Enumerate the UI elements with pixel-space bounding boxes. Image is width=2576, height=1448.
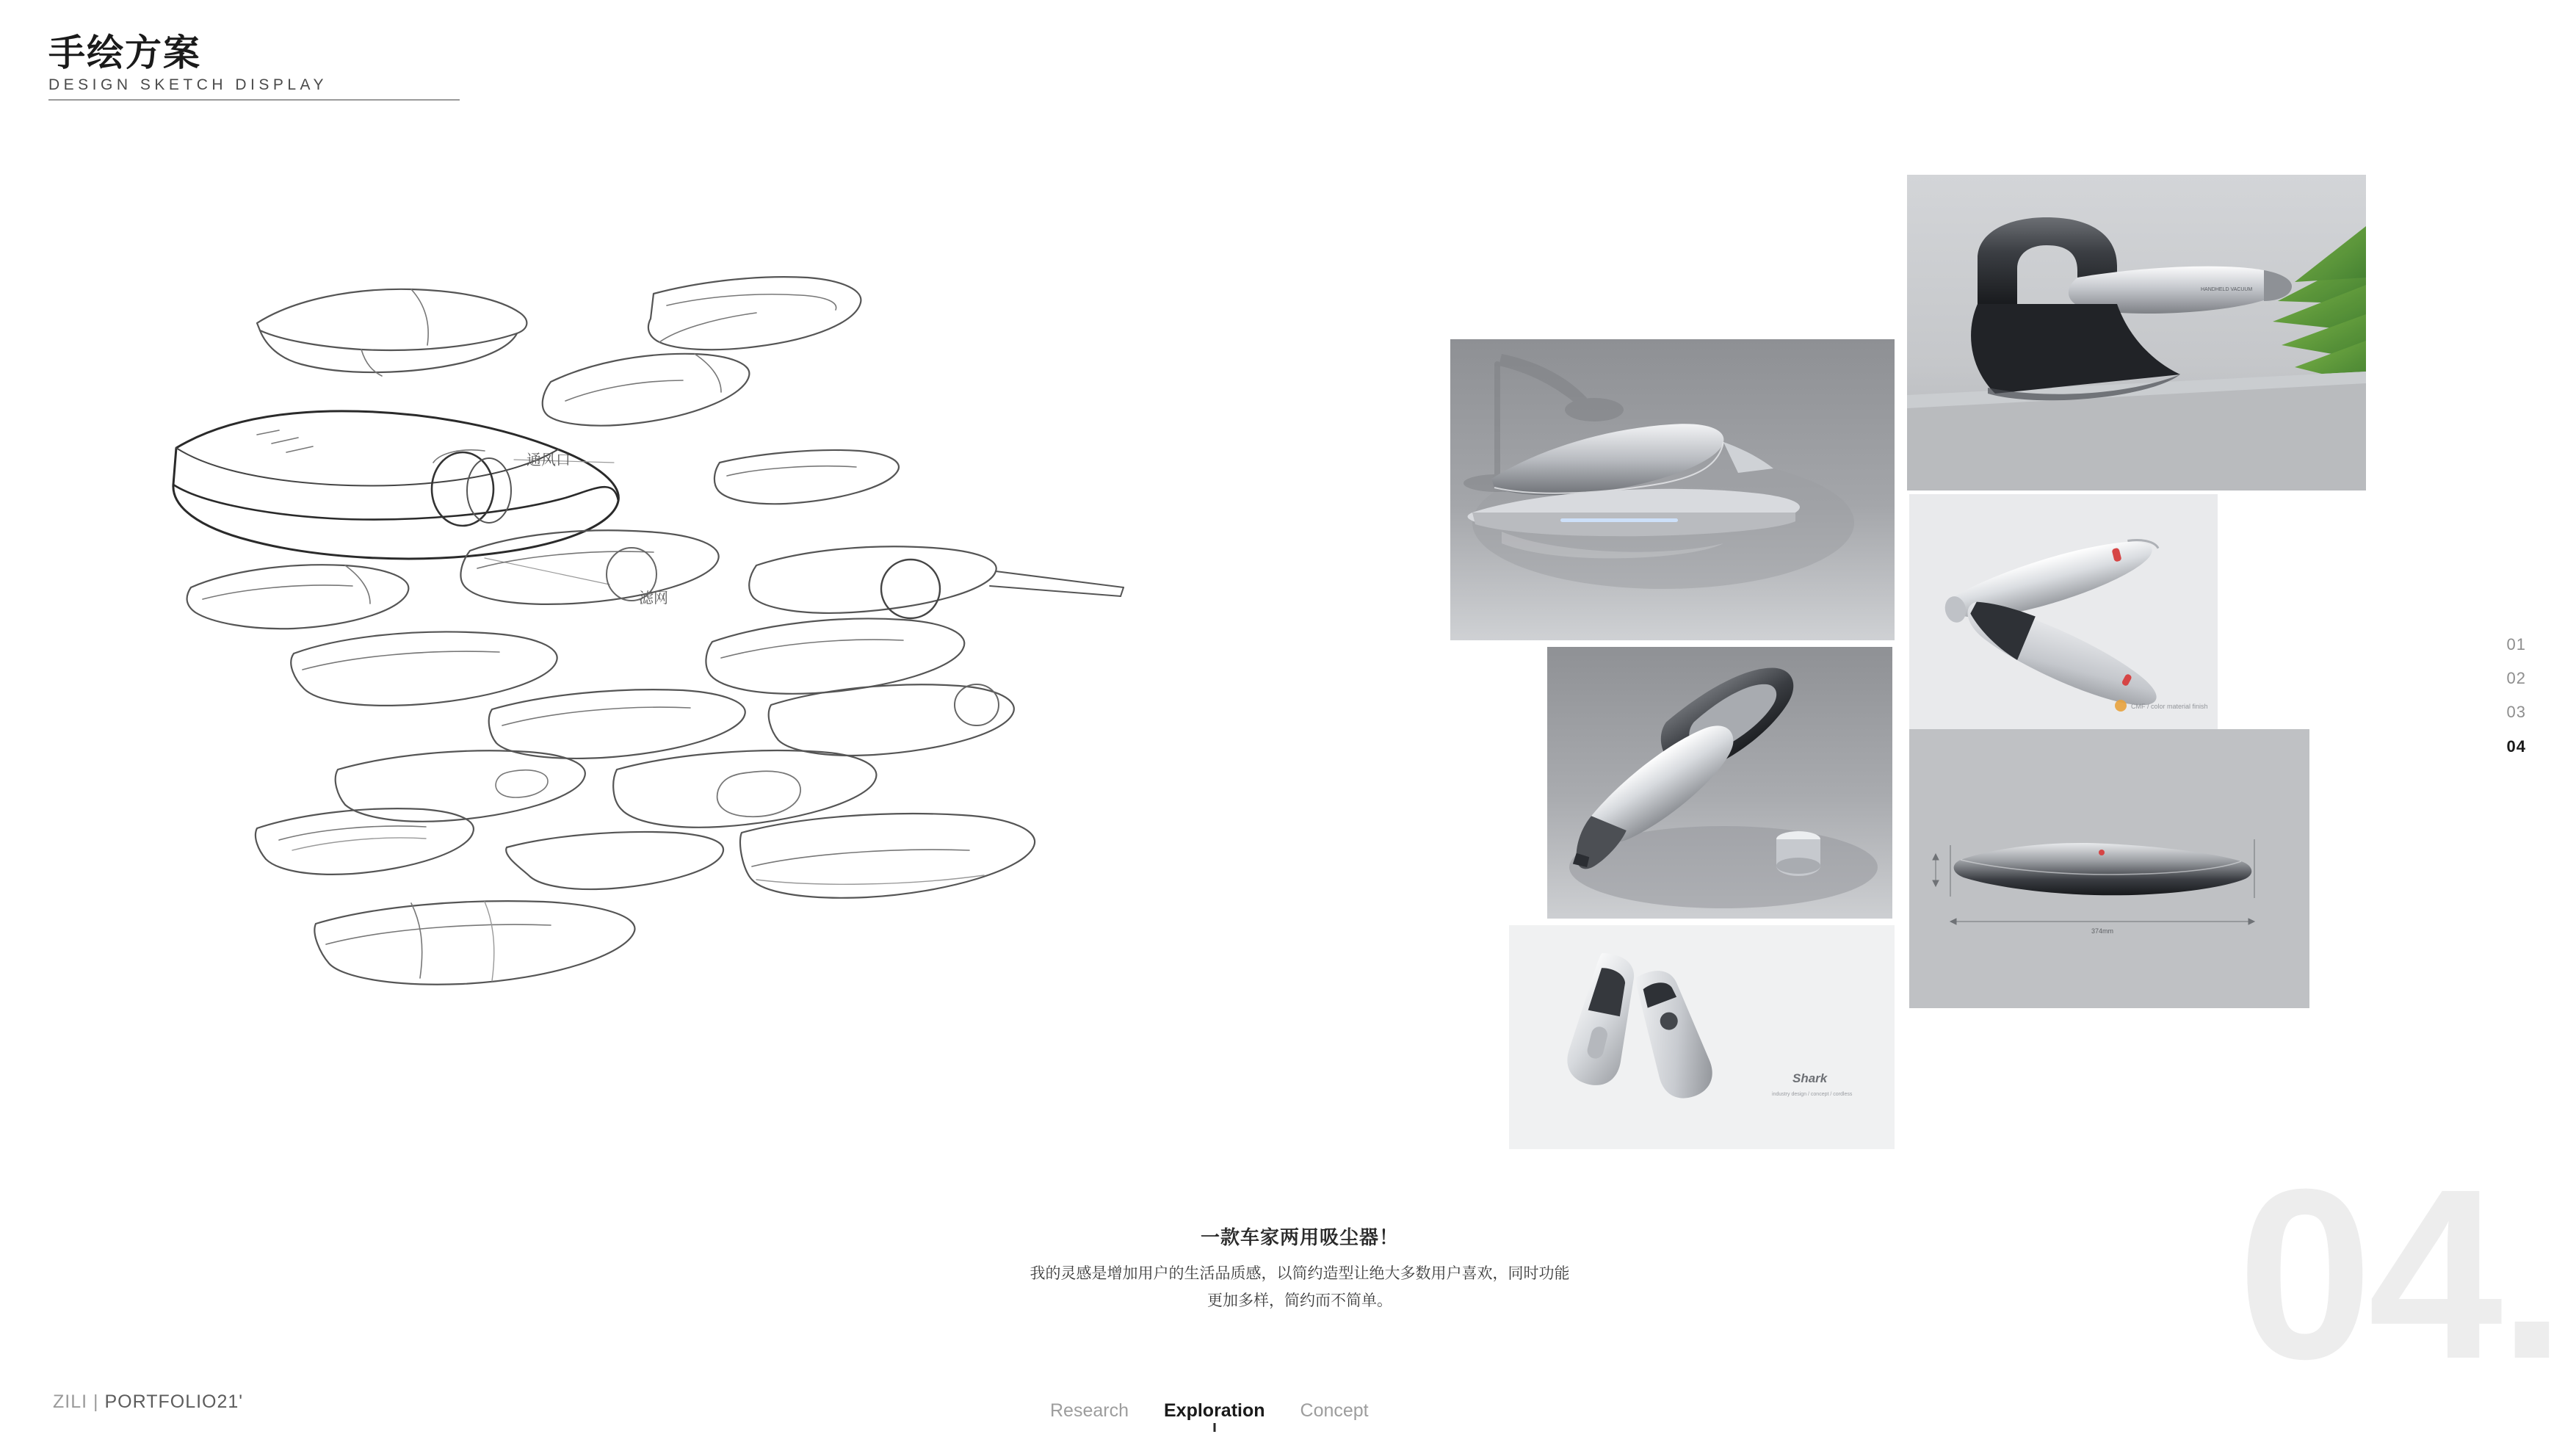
page-index-item-04[interactable]: 04 [2506,736,2526,756]
render-shark-subcaption: industry design / concept / cordless [1772,1092,1853,1097]
sketch-label-filter: 滤网 [639,589,668,607]
header-divider [48,99,460,101]
page-title: 手绘方案 [48,32,201,74]
nav-item-concept[interactable]: Concept [1300,1400,1369,1421]
render-shark-caption: Shark [1792,1071,1828,1085]
page-subtitle: DESIGN SKETCH DISPLAY [48,76,328,93]
render-image-charging-stand [1907,175,2366,490]
caption-line-2: 更加多样，简约而不简单。 [1207,1291,1392,1309]
page-header [48,34,460,101]
footer-brand [53,1391,243,1413]
render-image-handheld-vacuum [1547,647,1892,919]
render-image-cmf-wands [1909,494,2218,729]
page-index-item-01[interactable]: 01 [2506,635,2526,654]
page-number-watermark: 04. [2237,1138,2561,1409]
render-image-shark-pair [1509,925,1895,1149]
nav-item-exploration[interactable]: Exploration [1164,1400,1265,1433]
sketch-collection [169,242,1432,1160]
footer-brand-name: PORTFOLIO21' [104,1391,244,1412]
caption-line-1: 我的灵感是增加用户的生活品质感，以简约造型让绝大多数用户喜欢，同时功能 [1030,1264,1570,1282]
render-dimension-note: 374mm [2091,927,2114,935]
page-index-item-02[interactable]: 02 [2506,669,2526,688]
footer-brand-prefix: ZILI [53,1391,88,1412]
footer-navigation [1050,1400,1369,1433]
caption-block [866,1223,1733,1314]
page-index [2507,628,2526,764]
page-index-item-03[interactable]: 03 [2506,703,2526,722]
sketch-label-vent: 通风口 [527,451,571,468]
caption-title: 一款车家两用吸尘器！ [1200,1227,1399,1249]
render-wands-brand: CMF / color material finish [2131,703,2208,710]
nav-item-research[interactable]: Research [1050,1400,1129,1421]
render-image-lamp-scene [1450,339,1895,640]
render-stand-caption: HANDHELD VACUUM [2201,287,2253,292]
sketch-drawings [169,242,1432,1160]
footer-brand-separator: | [93,1391,99,1412]
render-image-dimension-drawing [1909,729,2309,1008]
